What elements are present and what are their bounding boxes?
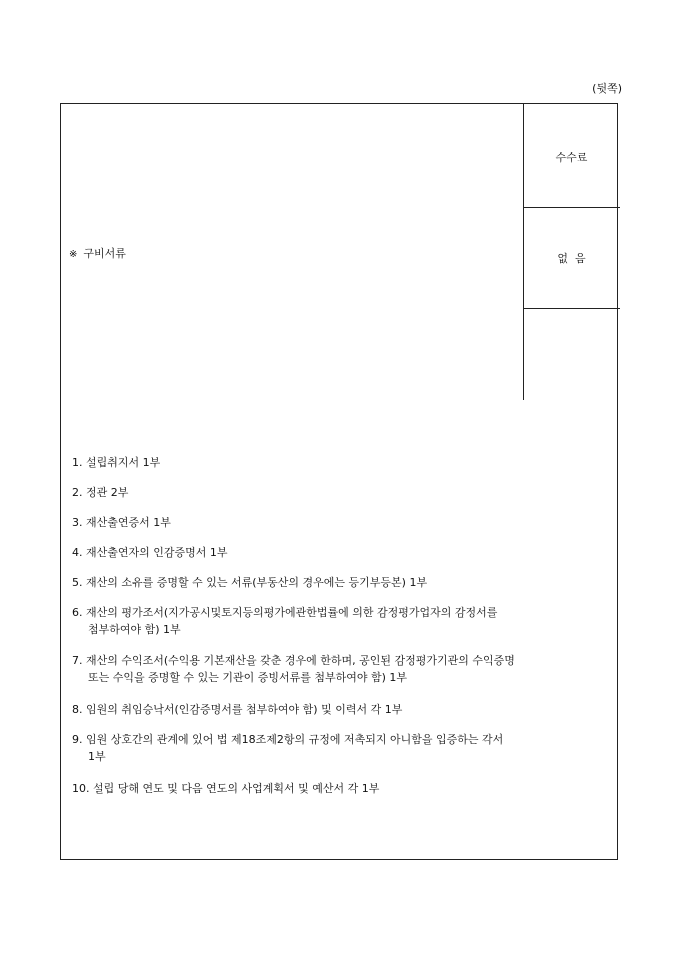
fee-value: 없 음	[557, 252, 586, 265]
page-side-label: (뒷쪽)	[592, 82, 622, 95]
list-item: 10. 설립 당해 연도 및 다음 연도의 사업계획서 및 예산서 각 1부	[72, 782, 380, 795]
required-documents-heading	[69, 245, 126, 261]
fee-divider-2	[524, 308, 620, 309]
list-item: 4. 재산출연자의 인감증명서 1부	[72, 546, 228, 559]
list-item: 8. 임원의 취임승낙서(인감증명서를 첨부하여야 함) 및 이력서 각 1부	[72, 703, 403, 716]
fee-divider-1	[524, 207, 620, 208]
required-documents-title: 구비서류	[83, 247, 126, 260]
form-frame	[60, 103, 618, 860]
list-item: 7. 재산의 수익조서(수익용 기본재산을 갖춘 경우에 한하며, 공인된 감정평가기관의 수익증명 또는 수익을 증명할 수 있는 기관이 증빙서류를 첨부하여야 함) 1부	[72, 654, 515, 684]
list-item: 1. 설립취지서 1부	[72, 456, 161, 469]
list-item: 5. 재산의 소유를 증명할 수 있는 서류(부동산의 경우에는 등기부등본) 1부	[72, 576, 428, 589]
list-item: 3. 재산출연증서 1부	[72, 516, 171, 529]
list-item: 6. 재산의 평가조서(지가공시및토지등의평가에관한법률에 의한 감정평가업자의 감정서를 첨부하여야 함) 1부	[72, 606, 498, 636]
list-item: 9. 임원 상호간의 관계에 있어 법 제18조제2항의 규정에 저촉되지 아니함을 입증하는 각서 1부	[72, 733, 504, 763]
fee-header: 수수료	[555, 151, 588, 164]
fee-column	[523, 104, 619, 400]
reference-mark-icon: ※	[69, 249, 78, 260]
list-item: 2. 정관 2부	[72, 486, 129, 499]
